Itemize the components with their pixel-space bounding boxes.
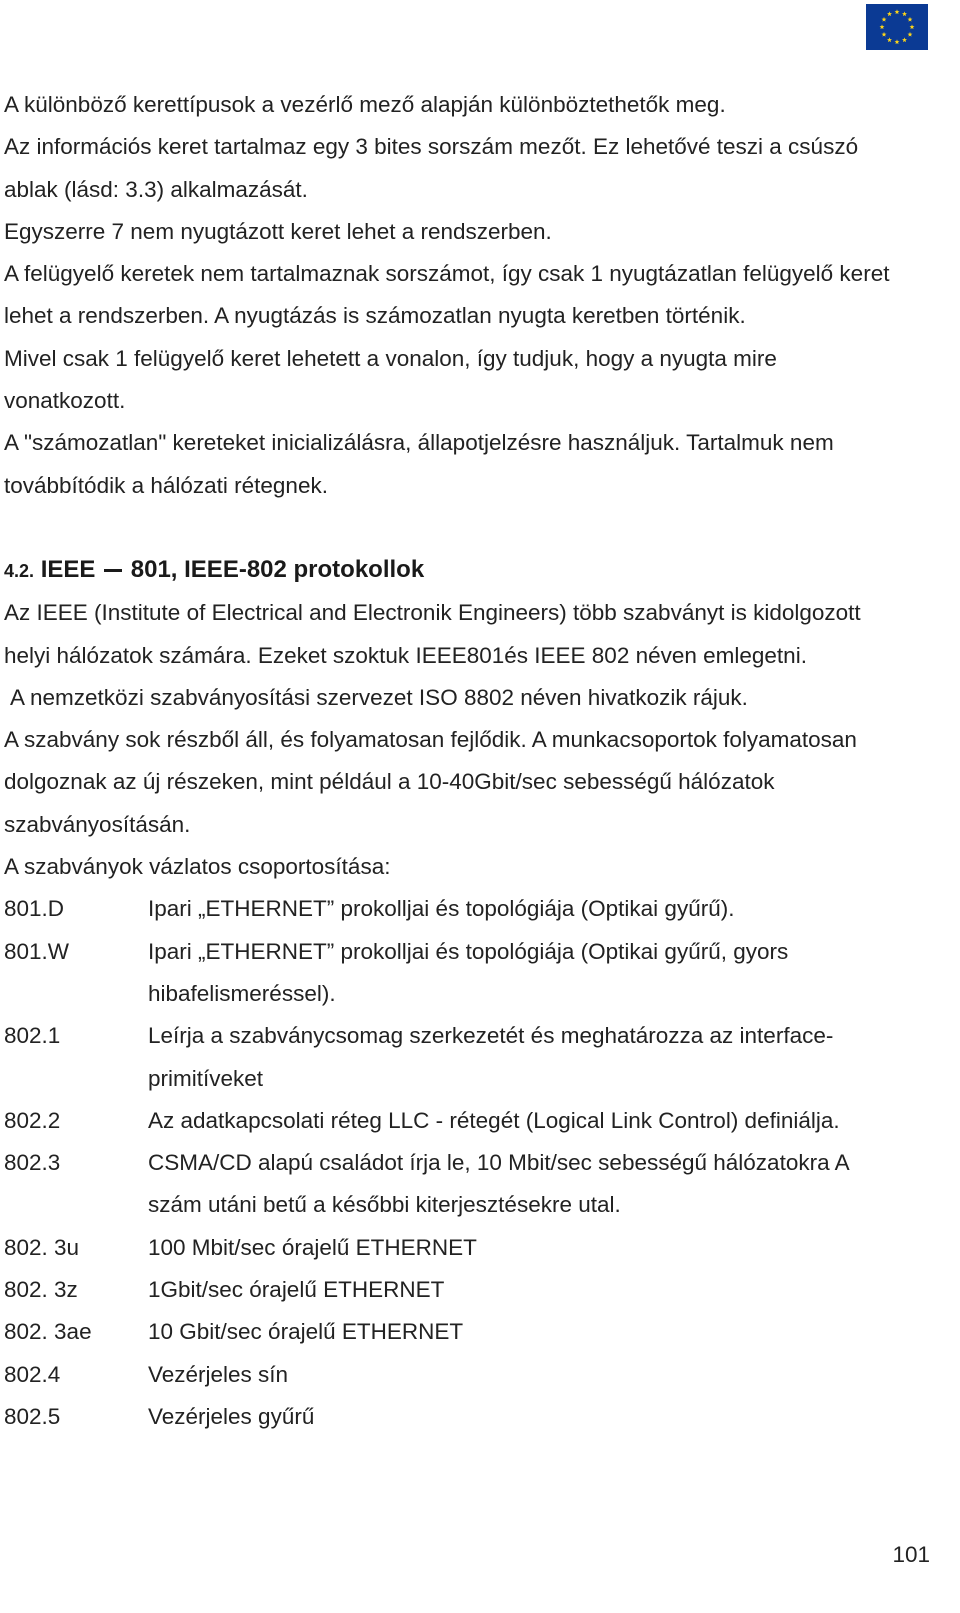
heading-dash [104, 569, 122, 572]
paragraph: Egyszerre 7 nem nyugtázott keret lehet a rendszerben. [4, 218, 552, 244]
standard-code: 802. 3u [4, 1234, 80, 1260]
standard-description: 1Gbit/sec órajelű ETHERNET [148, 1277, 445, 1303]
standard-code: 802.3 [4, 1150, 61, 1176]
section-number: 4.2. [4, 560, 35, 581]
list-item [4, 1100, 934, 1142]
standard-code: 801.W [4, 938, 70, 964]
standard-description: 10 Gbit/sec órajelű ETHERNET [148, 1319, 464, 1345]
list-item [4, 1396, 934, 1438]
standard-code: 802.2 [4, 1107, 61, 1133]
standard-description: 100 Mbit/sec órajelű ETHERNET [148, 1234, 477, 1260]
standard-code: 802.1 [4, 1023, 61, 1049]
section-title-part: IEEE [40, 555, 96, 583]
list-item [4, 1227, 934, 1269]
standard-description: Vezérjeles gyűrű [148, 1403, 315, 1429]
list-item [4, 888, 934, 930]
paragraph: A nemzetközi szabványosítási szervezet ISO 8802 néven hivatkozik rájuk. [10, 684, 748, 710]
list-item [4, 1354, 934, 1396]
paragraph: Mivel csak 1 felügyelő keret lehetett a vonalon, így tudjuk, hogy a nyugta mire vonatkozott. [4, 345, 777, 414]
page-number: 101 [892, 1542, 930, 1567]
paragraph: Az információs keret tartalmaz egy 3 bites sorszám mezőt. Ez lehetővé teszi a csúszó ablak (lásd: 3.3) alkalmazását. [4, 134, 859, 202]
standard-description: Az adatkapcsolati réteg LLC - rétegét (Logical Link Control) definiálja. [148, 1107, 840, 1133]
document-body [4, 84, 934, 1438]
standards-list [4, 888, 934, 1438]
list-item [4, 931, 934, 1016]
paragraph: Az IEEE (Institute of Electrical and Electronik Engineers) több szabványt is kidolgozott helyi hálózatok számára. Ezeket szoktuk IEEE801és IEEE 802 néven emlegetni. [4, 600, 861, 668]
list-item [4, 1142, 934, 1227]
standard-description: Ipari „ETHERNET” prokolljai és topológiája (Optikai gyűrű, gyors hibafelismeréssel). [148, 938, 789, 1006]
paragraph: A felügyelő keretek nem tartalmaznak sorszámot, így csak 1 nyugtázatlan felügyelő keret lehet a rendszerben. A nyugtázás is számozatlan nyugta keretben történik. [4, 261, 890, 329]
paragraph: A különböző kerettípusok a vezérlő mező alapján különböztethetők meg. [4, 92, 726, 117]
standard-description: CSMA/CD alapú családot írja le, 10 Mbit/sec sebességű hálózatokra A szám utáni betű a későbbi kiterjesztésekre utal. [148, 1150, 849, 1218]
standard-code: 802.4 [4, 1361, 61, 1387]
standard-code: 801.D [4, 896, 65, 922]
eu-flag-icon [866, 4, 928, 50]
paragraph: A szabványok vázlatos csoportosítása: [4, 854, 391, 880]
list-item [4, 1015, 934, 1100]
standard-code: 802. 3z [4, 1277, 78, 1303]
paragraph: A "számozatlan" kereteket inicializálásra, állapotjelzésre használjuk. Tartalmuk nem továbbítódik a hálózati rétegnek. [4, 430, 834, 498]
list-item [4, 1311, 934, 1353]
section-title-part: 801, IEEE-802 protokollok [130, 555, 425, 583]
paragraph: A szabvány sok részből áll, és folyamatosan fejlődik. A munkacsoportok folyamatosan dolgoznak az új részeken, mint például a 10-40Gbit/sec sebességű hálózatok szabványosításán. [4, 727, 857, 837]
standard-description: Leírja a szabványcsomag szerkezetét és meghatározza az interface-primitíveket [148, 1023, 834, 1091]
eu-flag-stars [866, 4, 928, 50]
list-item [4, 1269, 934, 1311]
standard-description: Ipari „ETHERNET” prokolljai és topológiája (Optikai gyűrű). [148, 896, 735, 922]
standard-code: 802.5 [4, 1403, 61, 1429]
section-heading [4, 549, 934, 592]
standard-code: 802. 3ae [4, 1319, 92, 1345]
standard-description: Vezérjeles sín [148, 1361, 289, 1387]
